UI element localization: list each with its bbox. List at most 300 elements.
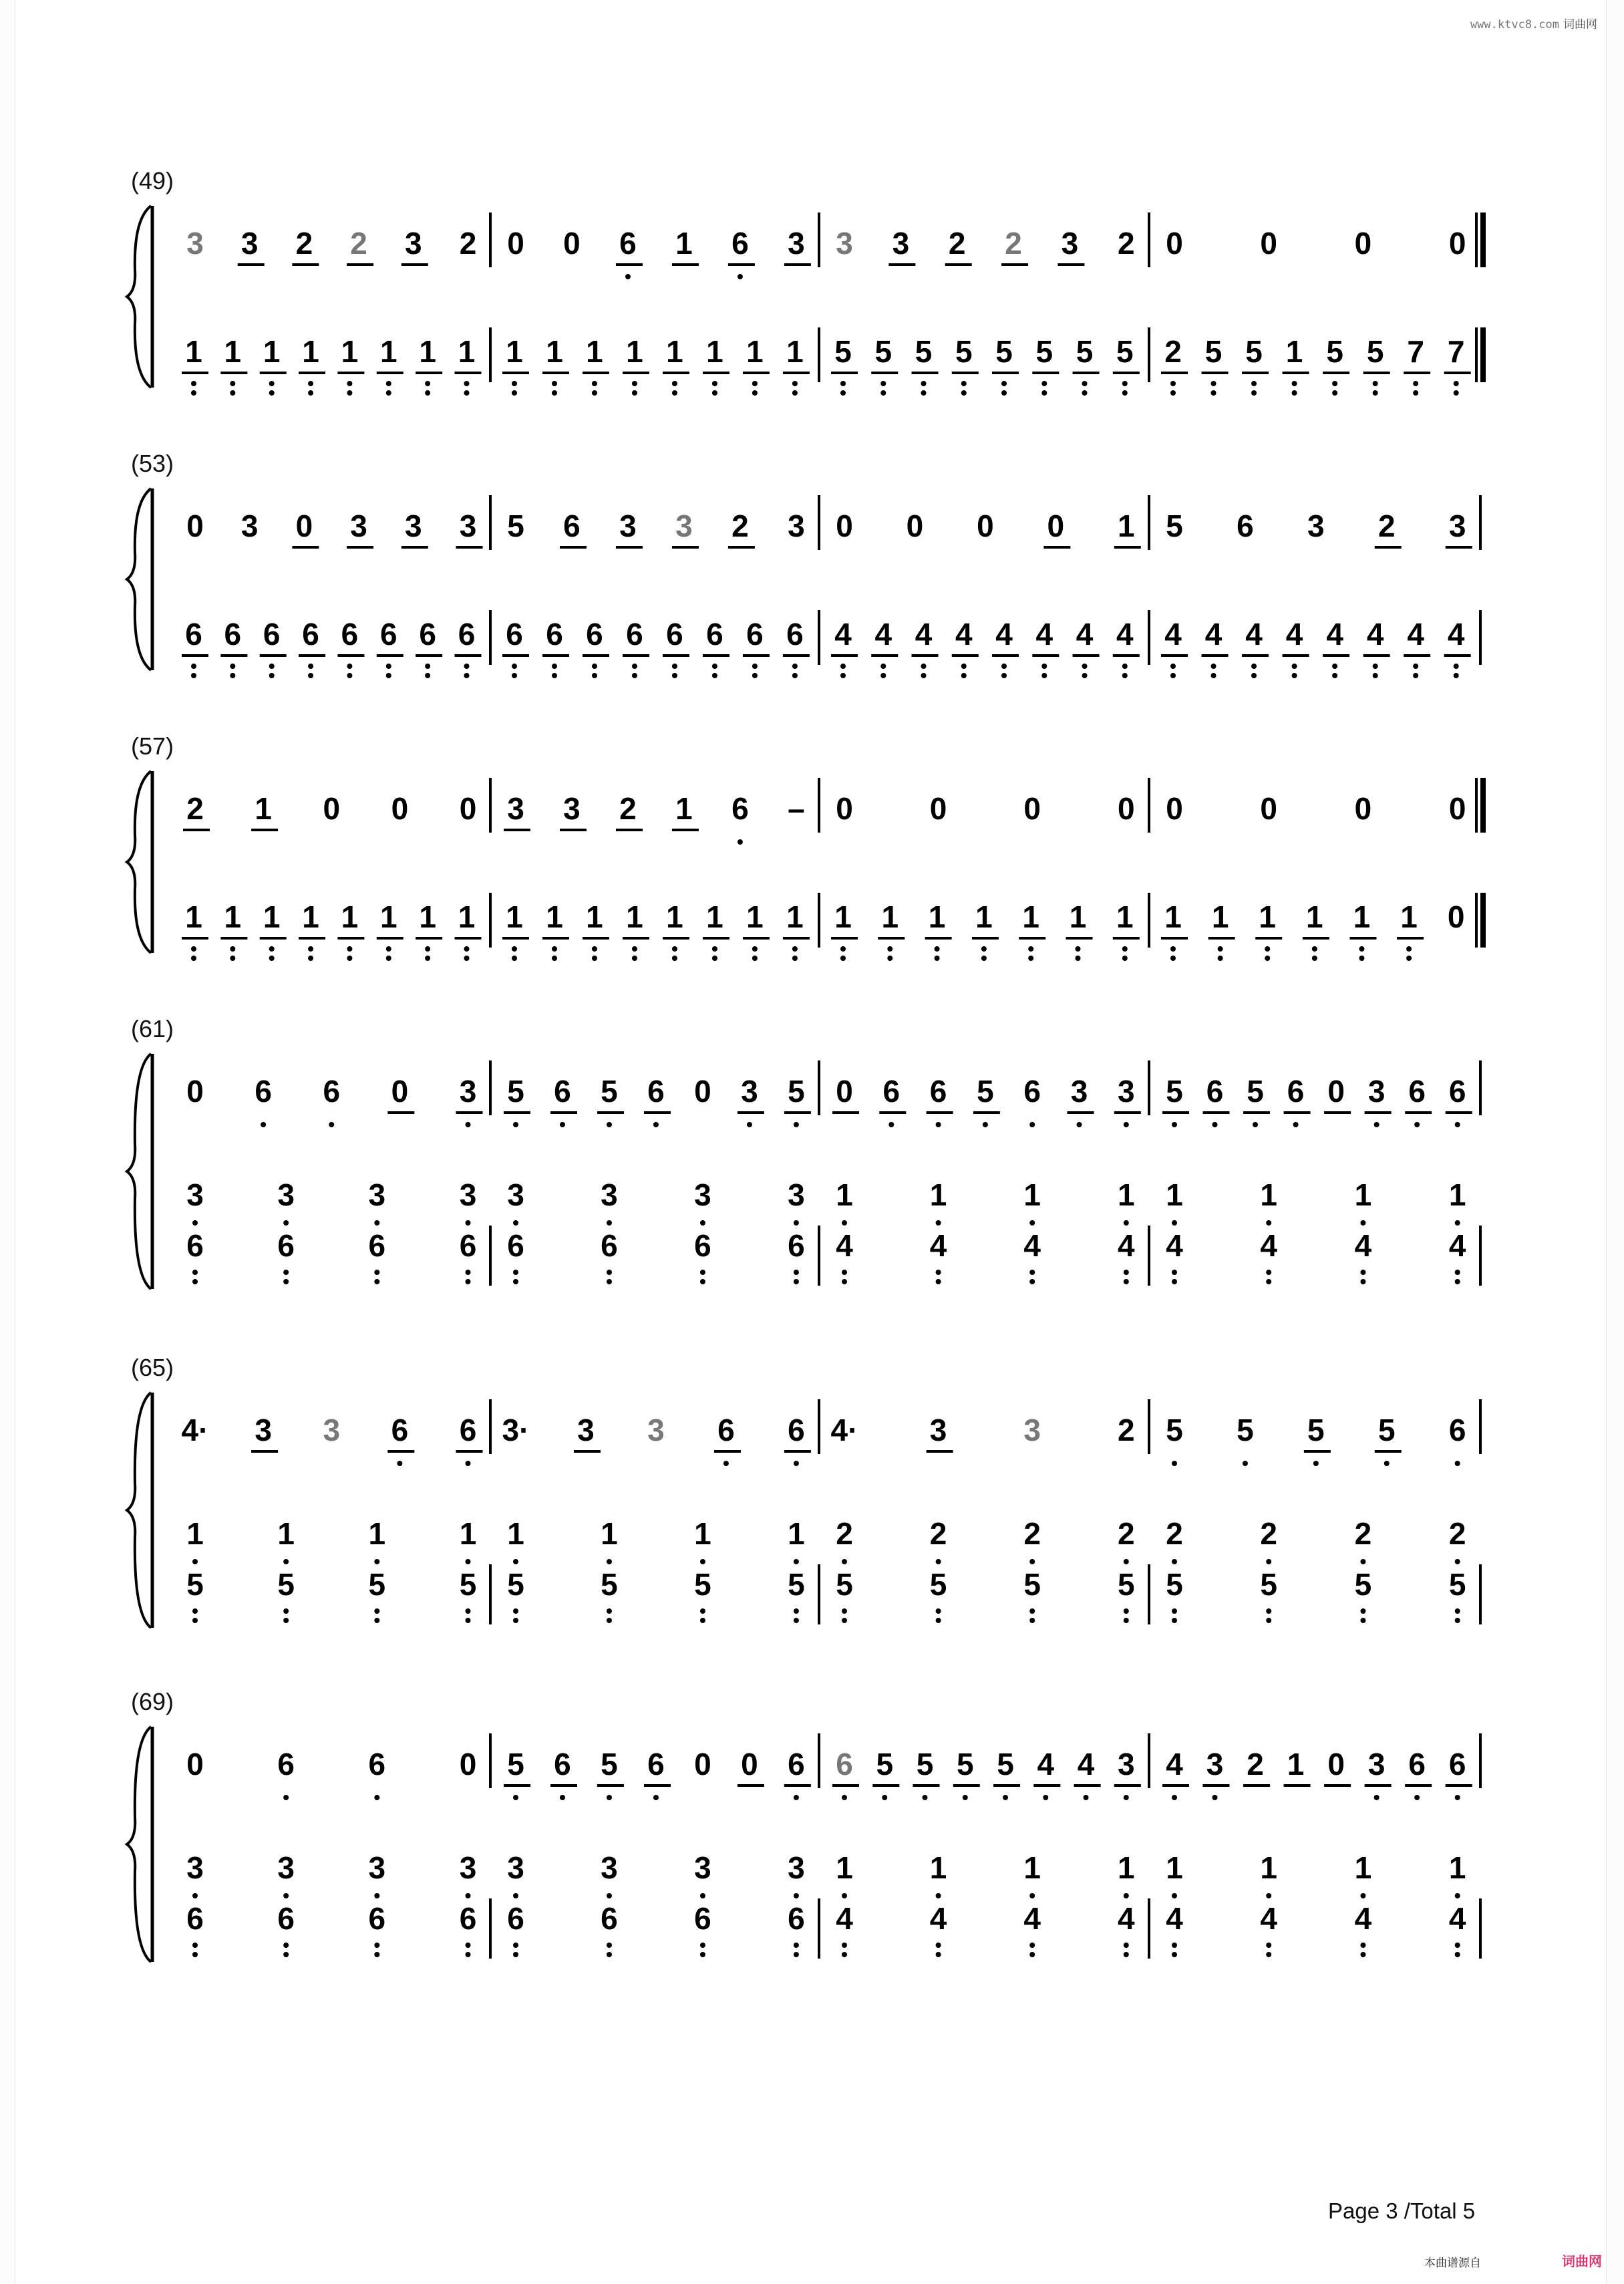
chord-top-note: 3: [788, 1850, 805, 1885]
octave-dot: [842, 1220, 847, 1226]
octave-dot: [1211, 673, 1216, 678]
octave-dot: [1374, 1122, 1379, 1127]
octave-dot: [1265, 956, 1270, 961]
octave-dot: [1028, 956, 1033, 961]
melody-note: 6: [323, 1074, 341, 1109]
octave-dot: [712, 390, 717, 396]
melody-note: 0: [507, 226, 524, 261]
octave-dot: [1212, 1122, 1218, 1127]
octave-dot: [1172, 1279, 1177, 1284]
melody-note: 2: [1247, 1747, 1264, 1781]
melody-note: 3: [675, 509, 693, 543]
chord-top-note: 1: [1260, 1177, 1278, 1212]
measure-number: (49): [130, 167, 174, 194]
octave-dot: [1455, 1279, 1460, 1284]
bass-note: 6: [341, 617, 359, 652]
octave-dot: [712, 956, 717, 961]
octave-dot: [1084, 1795, 1089, 1800]
octave-dot: [1029, 1270, 1035, 1275]
chord-bottom-note: 4: [1118, 1901, 1135, 1936]
measure-number: (61): [130, 1015, 174, 1042]
chord-top-note: 1: [186, 1516, 204, 1551]
melody-note: 0: [741, 1747, 758, 1781]
octave-dot: [283, 1220, 289, 1226]
melody-note: 0: [1354, 226, 1372, 261]
melody-note: 0: [295, 509, 313, 543]
melody-note: 6: [647, 1747, 665, 1781]
octave-dot: [592, 956, 597, 961]
brace: [127, 1393, 151, 1628]
octave-dot: [1124, 1943, 1129, 1948]
octave-dot: [921, 390, 927, 396]
octave-dot: [1292, 390, 1297, 396]
bass-note: 1: [666, 334, 683, 369]
chord-top-note: 1: [1354, 1177, 1372, 1212]
octave-dot: [752, 946, 758, 952]
octave-dot: [935, 956, 940, 961]
chord-top-note: 1: [1448, 1177, 1466, 1212]
brace: [127, 488, 151, 670]
octave-dot: [466, 1461, 471, 1466]
octave-dot: [1172, 1461, 1177, 1466]
octave-dot: [792, 381, 798, 386]
bass-note: 1: [379, 899, 397, 934]
chord-top-note: 1: [788, 1516, 805, 1551]
octave-dot: [513, 1279, 518, 1284]
chord-top-note: 2: [1118, 1516, 1135, 1551]
melody-note: 3: [788, 226, 805, 261]
brace: [127, 1054, 151, 1289]
octave-dot: [1332, 664, 1337, 669]
octave-dot: [1312, 946, 1317, 952]
octave-dot: [386, 381, 391, 386]
octave-dot: [1359, 956, 1364, 961]
octave-dot: [1414, 1795, 1420, 1800]
octave-dot: [1218, 946, 1223, 952]
octave-dot: [700, 1608, 705, 1614]
octave-dot: [1029, 1559, 1035, 1564]
bass-note: 4: [1447, 617, 1465, 652]
chord-bottom-note: 6: [277, 1228, 295, 1263]
octave-dot: [192, 1608, 198, 1614]
site-url[interactable]: www.ktvc8.com: [1470, 18, 1559, 31]
chord-top-note: 1: [836, 1850, 853, 1885]
bass-note: 1: [341, 334, 359, 369]
chord-bottom-note: 5: [1118, 1567, 1135, 1602]
octave-dot: [1172, 1559, 1177, 1564]
octave-dot: [308, 390, 313, 396]
octave-dot: [1455, 1795, 1460, 1800]
bass-note: 5: [1204, 334, 1223, 369]
octave-dot: [1455, 1618, 1460, 1623]
octave-dot: [1122, 956, 1128, 961]
bass-note: 1: [506, 334, 523, 369]
octave-dot: [1170, 390, 1176, 396]
chord-bottom-note: 6: [368, 1228, 386, 1263]
score-system: [127, 1015, 1480, 1289]
octave-dot: [192, 1559, 198, 1564]
octave-dot: [981, 956, 987, 961]
chord-bottom-note: 5: [788, 1567, 805, 1602]
octave-dot: [1455, 1559, 1460, 1564]
octave-dot: [308, 664, 313, 669]
octave-dot: [700, 1559, 705, 1564]
melody-note: 4·: [181, 1413, 209, 1447]
octave-dot: [1211, 390, 1216, 396]
melody-note: 3: [459, 509, 477, 543]
octave-dot: [192, 1893, 198, 1898]
melody-note: 1: [675, 791, 693, 826]
octave-dot: [963, 1795, 968, 1800]
melody-note: 0: [906, 509, 924, 543]
bass-note: 5: [1116, 334, 1134, 369]
chord-bottom-note: 6: [788, 1228, 805, 1263]
chord-bottom-note: 6: [507, 1228, 524, 1263]
octave-dot: [1454, 390, 1459, 396]
melody-note: 6: [459, 1413, 477, 1447]
octave-dot: [1124, 1608, 1129, 1614]
melody-note: 6: [647, 1074, 665, 1109]
melody-note: 0: [391, 1074, 409, 1109]
octave-dot: [842, 1279, 847, 1284]
octave-dot: [192, 1279, 198, 1284]
site-logo[interactable]: 词曲网: [1562, 2253, 1602, 2269]
octave-dot: [1413, 673, 1418, 678]
octave-dot: [842, 1618, 847, 1623]
octave-dot: [1122, 381, 1128, 386]
octave-dot: [607, 1220, 612, 1226]
octave-dot: [374, 1608, 379, 1614]
octave-dot: [512, 673, 517, 678]
octave-dot: [230, 673, 235, 678]
octave-dot: [1170, 673, 1176, 678]
octave-dot: [1172, 1122, 1177, 1127]
octave-dot: [1172, 1270, 1177, 1275]
octave-dot: [192, 1952, 198, 1957]
octave-dot: [425, 956, 430, 961]
melody-note: 6: [732, 226, 749, 261]
octave-dot: [607, 1893, 612, 1898]
chord-top-note: 1: [1118, 1177, 1135, 1212]
octave-dot: [792, 956, 798, 961]
chord-top-note: 1: [1023, 1177, 1041, 1212]
melody-note: 6: [1408, 1074, 1426, 1109]
octave-dot: [512, 956, 517, 961]
octave-dot: [700, 1618, 705, 1623]
measure-number: (65): [130, 1354, 174, 1381]
chord-top-note: 2: [1354, 1516, 1372, 1551]
octave-dot: [283, 1893, 289, 1898]
octave-dot: [592, 664, 597, 669]
chord-bottom-note: 5: [507, 1567, 524, 1602]
octave-dot: [1454, 381, 1459, 386]
octave-dot: [672, 673, 677, 678]
octave-dot: [1172, 1795, 1177, 1800]
octave-dot: [632, 390, 637, 396]
octave-dot: [192, 1943, 198, 1948]
octave-dot: [1122, 673, 1128, 678]
octave-dot: [230, 946, 235, 952]
bass-note: 6: [786, 617, 804, 652]
octave-dot: [1243, 1461, 1248, 1466]
bass-note: 1: [506, 899, 523, 934]
octave-dot: [347, 673, 352, 678]
octave-dot: [632, 956, 637, 961]
bass-note: 6: [379, 617, 397, 652]
octave-dot: [513, 1220, 518, 1226]
octave-dot: [794, 1279, 799, 1284]
bass-note: 1: [263, 334, 281, 369]
octave-dot: [269, 946, 275, 952]
octave-dot: [191, 956, 196, 961]
bass-note: 4: [1204, 617, 1223, 652]
octave-dot: [560, 1122, 565, 1127]
melody-note: 4·: [830, 1413, 858, 1447]
octave-dot: [1360, 1270, 1365, 1275]
octave-dot: [1082, 381, 1088, 386]
chord-bottom-note: 4: [1354, 1228, 1372, 1263]
octave-dot: [1313, 1461, 1319, 1466]
bass-note: 1: [185, 334, 202, 369]
octave-dot: [607, 1943, 612, 1948]
score-system: [127, 450, 1480, 678]
bass-note: 1: [185, 899, 202, 934]
bass-note: 1: [786, 334, 804, 369]
octave-dot: [1251, 664, 1257, 669]
octave-dot: [840, 946, 846, 952]
bass-note: 2: [1164, 334, 1182, 369]
octave-dot: [921, 673, 927, 678]
octave-dot: [1406, 946, 1412, 952]
octave-dot: [1172, 1943, 1177, 1948]
melody-note: 6: [619, 226, 637, 261]
chord-bottom-note: 5: [1260, 1567, 1278, 1602]
octave-dot: [1360, 1893, 1365, 1898]
octave-dot: [1266, 1893, 1271, 1898]
octave-dot: [1041, 390, 1047, 396]
chord-bottom-note: 4: [1354, 1901, 1372, 1936]
bass-note: 7: [1447, 334, 1465, 369]
melody-note: 0: [391, 791, 409, 826]
bass-note: 5: [915, 334, 933, 369]
octave-dot: [632, 673, 637, 678]
bass-note: 5: [1245, 334, 1263, 369]
melody-note: 5: [1166, 1413, 1183, 1447]
octave-dot: [936, 1943, 941, 1948]
chord-top-note: 1: [1448, 1850, 1466, 1885]
octave-dot: [794, 1608, 799, 1614]
chord-bottom-note: 4: [1448, 1901, 1466, 1936]
chord-top-note: 2: [1023, 1516, 1041, 1551]
octave-dot: [1218, 956, 1223, 961]
melody-note: 0: [836, 509, 853, 543]
melody-note: 0: [186, 509, 204, 543]
octave-dot: [466, 1943, 471, 1948]
octave-dot: [1251, 381, 1257, 386]
octave-dot: [230, 390, 235, 396]
melody-note: 0: [563, 226, 581, 261]
octave-dot: [936, 1220, 941, 1226]
octave-dot: [1360, 1943, 1365, 1948]
octave-dot: [936, 1608, 941, 1614]
bass-note: 1: [458, 899, 476, 934]
octave-dot: [374, 1279, 379, 1284]
octave-dot: [1124, 1279, 1129, 1284]
octave-dot: [464, 390, 470, 396]
melody-note: 0: [1354, 791, 1372, 826]
octave-dot: [887, 946, 892, 952]
octave-dot: [607, 1795, 612, 1800]
bass-note: 5: [1366, 334, 1384, 369]
octave-dot: [347, 390, 352, 396]
melody-note: 3: [1448, 509, 1466, 543]
melody-note: 0: [1327, 1074, 1345, 1109]
melody-note: 6: [1448, 1747, 1466, 1781]
octave-dot: [653, 1795, 659, 1800]
melody-note: 2: [1005, 226, 1022, 261]
octave-dot: [1124, 1122, 1129, 1127]
octave-dot: [712, 946, 717, 952]
octave-dot: [840, 390, 846, 396]
octave-dot: [552, 946, 557, 952]
octave-dot: [308, 946, 313, 952]
octave-dot: [592, 390, 597, 396]
octave-dot: [700, 1279, 705, 1284]
melody-note: 3: [323, 1413, 341, 1447]
chord-bottom-note: 6: [694, 1901, 711, 1936]
octave-dot: [464, 673, 470, 678]
bass-note: 1: [928, 899, 946, 934]
melody-note: 3: [405, 509, 422, 543]
page-number: Page 3 /Total 5: [1328, 2198, 1476, 2223]
octave-dot: [840, 673, 846, 678]
octave-dot: [592, 381, 597, 386]
melody-note: 2: [948, 226, 966, 261]
bass-note: 1: [1259, 899, 1277, 934]
octave-dot: [840, 381, 846, 386]
melody-note: 0: [1166, 226, 1183, 261]
melody-note: 2: [1118, 226, 1135, 261]
octave-dot: [936, 1618, 941, 1623]
octave-dot: [842, 1608, 847, 1614]
chord-top-note: 3: [601, 1850, 618, 1885]
octave-dot: [1266, 1559, 1271, 1564]
bass-note: 1: [1400, 899, 1418, 934]
octave-dot: [752, 664, 758, 669]
chord-top-note: 1: [368, 1516, 386, 1551]
chord-top-note: 3: [507, 1177, 524, 1212]
octave-dot: [794, 1893, 799, 1898]
octave-dot: [1360, 1952, 1365, 1957]
octave-dot: [607, 1270, 612, 1275]
octave-dot: [1043, 1795, 1048, 1800]
octave-dot: [1455, 1461, 1460, 1466]
melody-note: 0: [186, 1747, 204, 1781]
octave-dot: [1266, 1952, 1271, 1957]
chord-top-note: 3: [368, 1177, 386, 1212]
octave-dot: [1001, 390, 1007, 396]
bass-note: 1: [379, 334, 397, 369]
chord-top-note: 1: [277, 1516, 295, 1551]
melody-note: 6: [788, 1747, 805, 1781]
bass-note: 4: [1366, 617, 1384, 652]
chord-bottom-note: 6: [601, 1901, 618, 1936]
octave-dot: [840, 664, 846, 669]
octave-dot: [592, 673, 597, 678]
octave-dot: [607, 1952, 612, 1957]
octave-dot: [842, 1270, 847, 1275]
measure-number: (53): [130, 450, 174, 477]
octave-dot: [794, 1270, 799, 1275]
melody-note: 1: [1118, 509, 1135, 543]
score-system: [127, 167, 1483, 396]
chord-top-note: 1: [1023, 1850, 1041, 1885]
octave-dot: [466, 1618, 471, 1623]
octave-dot: [1373, 673, 1378, 678]
octave-dot: [513, 1559, 518, 1564]
melody-note: 0: [977, 509, 994, 543]
octave-dot: [464, 664, 470, 669]
melody-note: 5: [1377, 1413, 1396, 1447]
bass-note: 4: [874, 617, 892, 652]
octave-dot: [512, 390, 517, 396]
melody-note: 6: [1448, 1413, 1466, 1447]
octave-dot: [1172, 1220, 1177, 1226]
octave-dot: [1406, 956, 1412, 961]
octave-dot: [513, 1122, 518, 1127]
melody-note: 3: [1367, 1747, 1386, 1781]
bass-note: 4: [1164, 617, 1182, 652]
bass-note: 4: [1285, 617, 1303, 652]
octave-dot: [1413, 390, 1418, 396]
octave-dot: [1172, 1893, 1177, 1898]
octave-dot: [560, 1795, 565, 1800]
bass-note: 1: [224, 334, 242, 369]
melody-note: 1: [1287, 1747, 1305, 1781]
octave-dot: [283, 1618, 289, 1623]
octave-dot: [752, 673, 758, 678]
chord-bottom-note: 5: [277, 1567, 295, 1602]
octave-dot: [1265, 946, 1270, 952]
octave-dot: [1124, 1559, 1129, 1564]
octave-dot: [921, 664, 927, 669]
octave-dot: [1029, 1943, 1035, 1948]
melody-note: 5: [1237, 1413, 1254, 1447]
melody-note: 2: [459, 226, 477, 261]
octave-dot: [1360, 1559, 1365, 1564]
melody-note: 6: [732, 791, 749, 826]
octave-dot: [792, 946, 798, 952]
octave-dot: [552, 956, 557, 961]
chord-bottom-note: 4: [1023, 1228, 1041, 1263]
octave-dot: [1029, 1618, 1035, 1623]
chord-top-note: 2: [836, 1516, 853, 1551]
bass-note: 4: [1407, 617, 1424, 652]
melody-note: 6: [1287, 1074, 1305, 1109]
octave-dot: [308, 956, 313, 961]
octave-dot: [283, 1559, 289, 1564]
melody-note: 6: [1448, 1074, 1466, 1109]
melody-note: 0: [1327, 1747, 1345, 1781]
octave-dot: [592, 946, 597, 952]
octave-dot: [936, 1122, 941, 1127]
octave-dot: [552, 390, 557, 396]
melody-note: 0: [929, 791, 947, 826]
chord-bottom-note: 6: [459, 1901, 477, 1936]
octave-dot: [283, 1952, 289, 1957]
chord-bottom-note: 6: [186, 1901, 204, 1936]
octave-dot: [192, 1270, 198, 1275]
